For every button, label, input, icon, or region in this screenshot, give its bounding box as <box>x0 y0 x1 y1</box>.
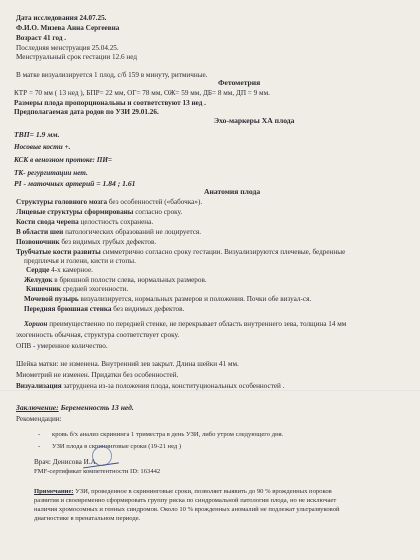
anatomy-lead: Трубчатые кости развиты <box>16 248 101 256</box>
anatomy-line <box>24 257 136 266</box>
stamp-mark <box>92 446 112 466</box>
note-line-3: наличия хромосомных и генных синдромов. Около 10 % врожденных аномалий не подлежат ультразвуковой <box>34 506 340 513</box>
anatomy-line <box>26 285 128 294</box>
visualization-lead: Визуализация <box>16 382 62 390</box>
chorion-rest: преимущественно по передней стенке, не перекрывает область внутреннего зева, толщина 14 мм <box>47 320 347 328</box>
recommendation-text-2: УЗИ плода в скрининговые сроки (19-21 нед ) <box>52 443 182 450</box>
recommendation-text-1: кровь б/х анализ скрининга 1 триместра в день УЗИ, либо утром следующего дня. <box>52 431 284 438</box>
cervix-line-2: Миометрий не изменен. Придатки без особенностей. <box>16 371 179 379</box>
last-menstruation: Последняя менструация 25.04.25. <box>16 44 119 52</box>
note-text-1: УЗИ, проведенное в скрининговые сроки, позволяет выявить до 90 % врожденных пороков <box>73 488 332 495</box>
exam-date: Дата исследования 24.07.25. <box>16 14 107 22</box>
recommendation-item: - кровь б/х анализ скрининга 1 триместра в день УЗИ, либо утром следующего дня. <box>38 431 284 438</box>
anatomy-rest: патологических образований не лоцируется. <box>63 228 202 236</box>
anatomy-rest: целостность сохранена. <box>78 218 154 226</box>
markers-title: Эхо-маркеры ХА плода <box>214 116 295 125</box>
anatomy-rest: предплечья и голени, кисти и стопы. <box>24 257 136 265</box>
note-label: Примечание: <box>34 488 74 495</box>
due-date-line: Предполагаемая дата родов по УЗИ 29.01.26. <box>14 108 159 116</box>
anatomy-rest: средней эхогенности. <box>60 285 129 293</box>
doctor-certificate: FMF-сертификат компетентности ID: 163442 <box>34 468 161 475</box>
anatomy-lead: Желудок <box>24 276 53 284</box>
anatomy-lead: Мочевой пузырь <box>24 295 79 303</box>
tvp-line: ТВП= 1.9 мм. <box>14 130 60 139</box>
recommendation-item: - УЗИ плода в скрининговые сроки (19-21 нед ) <box>38 443 182 450</box>
conclusion-label: Заключение: <box>16 403 59 412</box>
anatomy-lead: Лицевые структуры сформированы <box>16 208 134 216</box>
anatomy-rest: 4-х камерное. <box>49 266 93 274</box>
anatomy-rest: без особенностей («бабочка»). <box>107 198 203 206</box>
anatomy-line <box>16 218 153 227</box>
anatomy-line <box>16 228 201 237</box>
chorion-line-3: ОПВ - умеренное количество. <box>16 342 108 350</box>
anatomy-lead: Кишечник <box>26 285 61 293</box>
recommendations-label: Рекомендации: <box>16 415 62 423</box>
anatomy-line <box>26 266 93 275</box>
anatomy-rest: без видимых дефектов. <box>111 305 185 313</box>
pi-line: PI - маточных артерий = 1.84 ; 1.61 <box>14 179 136 188</box>
chorion-lead: Хорион <box>24 320 48 328</box>
anatomy-title: Анатомия плода <box>204 187 261 196</box>
chorion-line-1 <box>24 320 346 329</box>
anatomy-line <box>16 238 156 247</box>
paper-fold <box>0 390 420 391</box>
patient-name: Ф.И.О. Мизева Анна Сергеевна <box>16 24 120 32</box>
anatomy-lead: В области шеи <box>16 228 64 236</box>
note-line-1 <box>34 488 332 496</box>
visualization-rest: затруднена из-за положения плода, конституциональных особенностей . <box>61 382 285 390</box>
conclusion-text: Беременность 13 нед. <box>60 403 134 412</box>
fetal-heart-line: В матке визуализируется 1 плод, с/б 159 в минуту, ритмичные. <box>16 71 208 79</box>
anatomy-line <box>16 248 345 257</box>
anatomy-rest: симметрично согласно сроку гестации. Визуализируются плечевые, бедренные <box>100 248 346 256</box>
nasal-bone-line: Носовые кости +. <box>14 143 71 151</box>
patient-age: Возраст 41 год . <box>16 34 67 42</box>
cervix-line-1: Шейка матки: не изменена. Внутренний зев закрыт. Длина шейки 41 мм. <box>16 360 239 368</box>
proportion-line: Размеры плода пропорциональны и соответствуют 13 нед . <box>14 99 206 107</box>
anatomy-lead: Структуры головного мозга <box>16 198 108 206</box>
anatomy-line <box>24 295 311 304</box>
anatomy-rest: визуализируется, нормальных размеров и положения. Почки обе визуал-ся. <box>78 295 312 303</box>
anatomy-rest: согласно сроку. <box>133 208 183 216</box>
fetometry-title: Фетометрия <box>218 78 261 87</box>
anatomy-rest: без видимых грубых дефектов. <box>59 238 157 246</box>
gestation-term: Менструальный срок гестации 12.6 нед <box>16 53 137 61</box>
anatomy-line <box>16 198 202 207</box>
tk-line: ТК- регургитации нет. <box>14 169 88 177</box>
anatomy-lead: Позвоночник <box>16 238 60 246</box>
anatomy-line <box>16 208 182 217</box>
anatomy-line <box>24 305 184 314</box>
conclusion-line <box>16 404 134 413</box>
anatomy-lead: Кости свода черепа <box>16 218 79 226</box>
ksk-line: КСК в венозном протоке: ПИ= <box>14 156 113 164</box>
note-line-4: диагностике в пренатальном периоде. <box>34 515 141 522</box>
note-line-2: развития и своевременно сформировать группу риска по синдромальной патологии плода, но не исключает <box>34 497 337 504</box>
anatomy-rest: в брюшной полости слева, нормальных размеров. <box>52 276 207 284</box>
doctor-line: Врач: Денисова И.А. <box>34 458 98 466</box>
anatomy-lead: Сердце <box>26 266 50 274</box>
fetometry-measurements: КТР = 70 мм ( 13 нед ), БПР= 22 мм, ОГ= 78 мм, ОЖ= 59 мм, ДБ= 8 мм, ДП = 9 мм. <box>14 89 270 97</box>
anatomy-lead: Передняя брюшная стенка <box>24 305 112 313</box>
chorion-line-2: эхогенность обычная, структура соответствует сроку. <box>16 331 180 339</box>
anatomy-line <box>24 276 207 285</box>
